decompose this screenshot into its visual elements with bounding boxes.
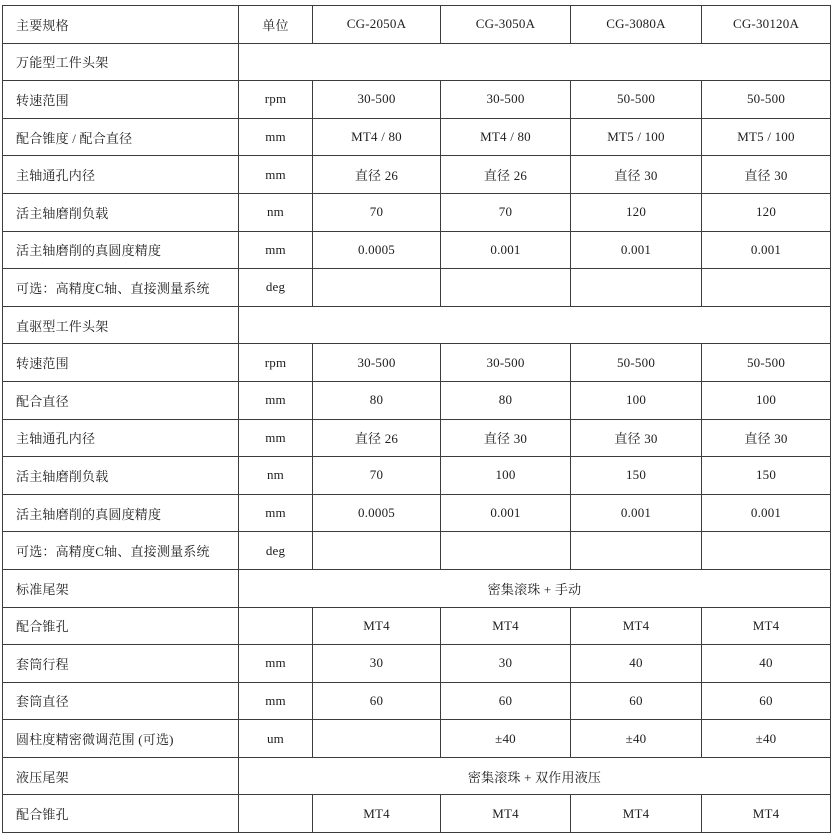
value-cell: 直径 30 (441, 419, 571, 457)
unit-cell: deg (239, 532, 313, 570)
value-cell: MT4 (313, 607, 441, 645)
value-cell (313, 269, 441, 307)
value-cell: 40 (571, 645, 702, 683)
value-cell: 直径 30 (702, 419, 831, 457)
section-label-cell: 标准尾架 (3, 569, 239, 607)
value-cell (571, 269, 702, 307)
spec-label-cell: 活主轴磨削负载 (3, 457, 239, 495)
table-row (3, 457, 831, 495)
unit-cell: nm (239, 457, 313, 495)
value-cell: 40 (702, 645, 831, 683)
value-cell: 0.001 (441, 231, 571, 269)
value-cell: 50-500 (702, 344, 831, 382)
model-header-cell: CG-3050A (441, 6, 571, 44)
value-cell (441, 269, 571, 307)
value-cell: 100 (571, 381, 702, 419)
unit-cell: deg (239, 269, 313, 307)
spec-label-cell: 活主轴磨削负载 (3, 193, 239, 231)
value-cell: 直径 30 (571, 419, 702, 457)
value-cell: 直径 26 (441, 156, 571, 194)
spec-label-cell: 配合锥孔 (3, 795, 239, 833)
value-cell: MT5 / 100 (702, 118, 831, 156)
table-row (3, 269, 831, 307)
value-cell: 30-500 (313, 344, 441, 382)
spec-label-cell: 套筒直径 (3, 682, 239, 720)
value-cell (702, 532, 831, 570)
value-cell: 60 (571, 682, 702, 720)
value-cell: 30 (441, 645, 571, 683)
value-cell (313, 720, 441, 758)
value-cell: 30-500 (441, 81, 571, 119)
section-row (3, 306, 831, 344)
value-cell: 50-500 (702, 81, 831, 119)
header-row (3, 6, 831, 44)
unit-cell (239, 795, 313, 833)
section-row (3, 43, 831, 81)
unit-cell: rpm (239, 344, 313, 382)
header-unit-label: 单位 (239, 6, 313, 44)
section-label-cell: 万能型工件头架 (3, 43, 239, 81)
section-span-cell: 密集滚珠 + 手动 (239, 569, 831, 607)
value-cell: MT4 (313, 795, 441, 833)
value-cell: 直径 30 (571, 156, 702, 194)
unit-cell: mm (239, 419, 313, 457)
value-cell: 60 (441, 682, 571, 720)
value-cell (702, 269, 831, 307)
unit-cell: mm (239, 118, 313, 156)
value-cell: MT4 (571, 607, 702, 645)
table-row (3, 494, 831, 532)
model-header-cell: CG-3080A (571, 6, 702, 44)
section-span-cell (239, 306, 831, 344)
section-span-cell (239, 43, 831, 81)
value-cell: 0.001 (571, 494, 702, 532)
unit-cell: mm (239, 494, 313, 532)
spec-label-cell: 配合直径 (3, 381, 239, 419)
section-label-cell: 液压尾架 (3, 757, 239, 795)
value-cell: 30-500 (441, 344, 571, 382)
value-cell: 80 (441, 381, 571, 419)
value-cell: MT4 / 80 (441, 118, 571, 156)
value-cell: 50-500 (571, 344, 702, 382)
section-row (3, 757, 831, 795)
value-cell: MT4 / 80 (313, 118, 441, 156)
value-cell (441, 532, 571, 570)
spec-label-cell: 活主轴磨削的真圆度精度 (3, 231, 239, 269)
value-cell: 0.001 (571, 231, 702, 269)
value-cell: MT4 (702, 607, 831, 645)
spec-label-cell: 可选：高精度C轴、直接测量系统 (3, 269, 239, 307)
table-row (3, 532, 831, 570)
table-row (3, 193, 831, 231)
value-cell: MT5 / 100 (571, 118, 702, 156)
section-row (3, 569, 831, 607)
value-cell: 直径 30 (702, 156, 831, 194)
value-cell: 150 (571, 457, 702, 495)
value-cell: ±40 (571, 720, 702, 758)
value-cell: 60 (702, 682, 831, 720)
value-cell: 30 (313, 645, 441, 683)
unit-cell: mm (239, 381, 313, 419)
value-cell: 120 (571, 193, 702, 231)
spec-table (2, 5, 831, 833)
value-cell: 100 (702, 381, 831, 419)
unit-cell: nm (239, 193, 313, 231)
table-row (3, 419, 831, 457)
value-cell: 0.0005 (313, 494, 441, 532)
model-header-cell: CG-30120A (702, 6, 831, 44)
value-cell (313, 532, 441, 570)
spec-label-cell: 套筒行程 (3, 645, 239, 683)
value-cell: 100 (441, 457, 571, 495)
table-row (3, 720, 831, 758)
value-cell: 0.0005 (313, 231, 441, 269)
unit-cell (239, 607, 313, 645)
value-cell (571, 532, 702, 570)
value-cell: MT4 (571, 795, 702, 833)
spec-label-cell: 活主轴磨削的真圆度精度 (3, 494, 239, 532)
table-row (3, 381, 831, 419)
spec-label-cell: 转速范围 (3, 81, 239, 119)
spec-label-cell: 圆柱度精密微调范围 (可选) (3, 720, 239, 758)
unit-cell: mm (239, 231, 313, 269)
spec-label-cell: 主轴通孔内径 (3, 156, 239, 194)
model-header-cell: CG-2050A (313, 6, 441, 44)
value-cell: 50-500 (571, 81, 702, 119)
spec-label-cell: 转速范围 (3, 344, 239, 382)
value-cell: MT4 (702, 795, 831, 833)
value-cell: 80 (313, 381, 441, 419)
unit-cell: mm (239, 156, 313, 194)
table-row (3, 231, 831, 269)
spec-label-cell: 配合锥度 / 配合直径 (3, 118, 239, 156)
value-cell: 0.001 (441, 494, 571, 532)
value-cell: 直径 26 (313, 156, 441, 194)
unit-cell: mm (239, 682, 313, 720)
value-cell: MT4 (441, 607, 571, 645)
value-cell: 60 (313, 682, 441, 720)
table-row (3, 81, 831, 119)
header-spec-label: 主要规格 (3, 6, 239, 44)
value-cell: 30-500 (313, 81, 441, 119)
value-cell: ±40 (702, 720, 831, 758)
value-cell: 0.001 (702, 494, 831, 532)
table-row (3, 344, 831, 382)
table-row (3, 118, 831, 156)
table-row (3, 607, 831, 645)
value-cell: 120 (702, 193, 831, 231)
table-row (3, 156, 831, 194)
table-row (3, 645, 831, 683)
unit-cell: mm (239, 645, 313, 683)
value-cell: 70 (313, 193, 441, 231)
table-row (3, 795, 831, 833)
value-cell: MT4 (441, 795, 571, 833)
value-cell: 150 (702, 457, 831, 495)
value-cell: 70 (441, 193, 571, 231)
value-cell: 直径 26 (313, 419, 441, 457)
value-cell: 70 (313, 457, 441, 495)
table-row (3, 682, 831, 720)
spec-label-cell: 可选：高精度C轴、直接测量系统 (3, 532, 239, 570)
spec-label-cell: 配合锥孔 (3, 607, 239, 645)
unit-cell: rpm (239, 81, 313, 119)
section-span-cell: 密集滚珠 + 双作用液压 (239, 757, 831, 795)
section-label-cell: 直驱型工件头架 (3, 306, 239, 344)
value-cell: ±40 (441, 720, 571, 758)
spec-label-cell: 主轴通孔内径 (3, 419, 239, 457)
unit-cell: um (239, 720, 313, 758)
value-cell: 0.001 (702, 231, 831, 269)
